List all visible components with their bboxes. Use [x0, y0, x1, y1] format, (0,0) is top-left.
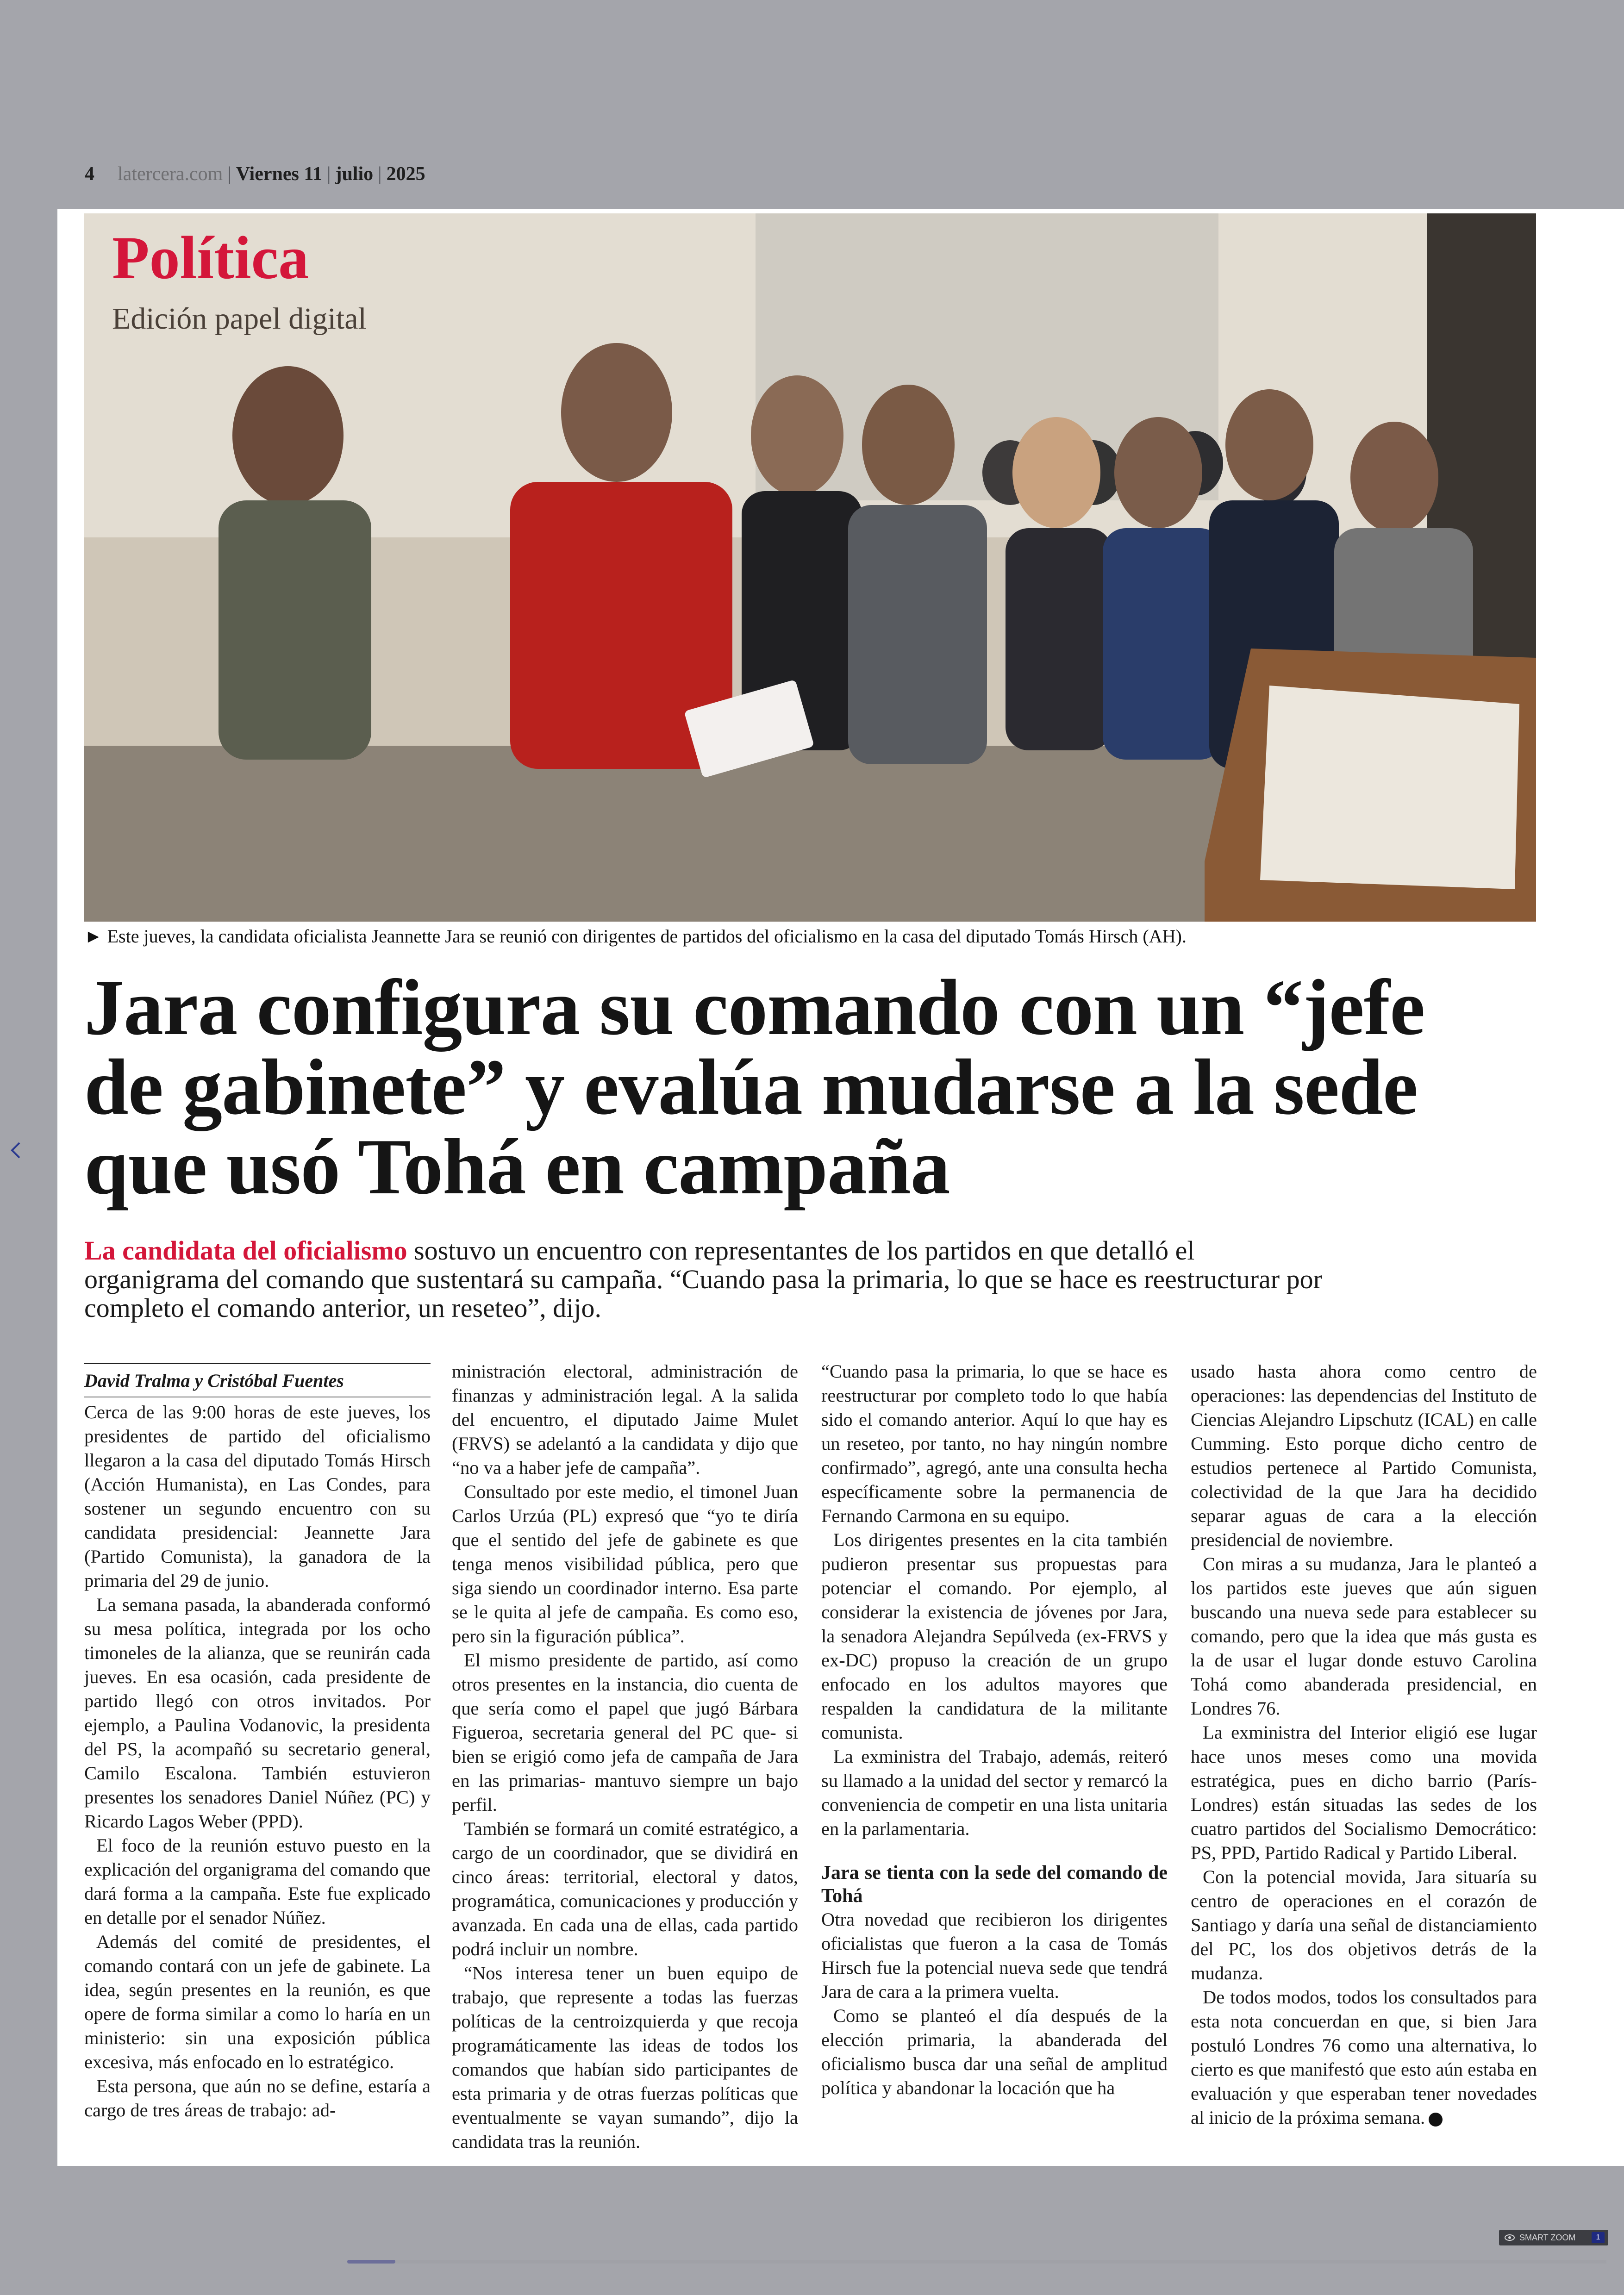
eye-icon [1505, 2234, 1515, 2241]
byline: David Tralma y Cristóbal Fuentes [84, 1363, 431, 1397]
paragraph: Esta persona, que aún no se define, estaría a cargo de tres áreas de trabajo: ad- [84, 2076, 431, 2120]
paragraph: La exministra del Trabajo, además, reiteró su llamado a la unidad del sector y remarcó la conveniencia de competir en una lista unitaria en la parlamentaria. [821, 1746, 1168, 1839]
edition-label: Edición papel digital [112, 302, 367, 336]
newspaper-page [57, 209, 1624, 2166]
site-name: latercera.com [118, 163, 223, 185]
photo-caption [84, 925, 1536, 947]
issue-day: Viernes 11 [236, 163, 323, 185]
prev-page-icon [6, 1136, 25, 1164]
smart-zoom-label: SMART ZOOM [1519, 2233, 1576, 2242]
paragraph: Consultado por este medio, el timonel Juan Carlos Urzúa (PL) expresó que “yo te diría que el sentido del jefe de gabinete es que tenga menos visibilidad pública, pero que siga siendo un coordinador interno. Esa parte se le quita al jefe de campaña. Es como eso, pero sin la figuración pública”. [452, 1481, 798, 1646]
paragraph: “Nos interesa tener un buen equipo de trabajo, que represente a todas las fuerzas políticas de la centroizquierda y que recoja programáticamente las ideas de todos los comandos que habían sido participantes de esta primaria y de otras fuerzas políticas que eventualmente se vayan sumando”, dijo la candidata tras la reunión. [452, 1963, 798, 2152]
paragraph: “Cuando pasa la primaria, lo que se hace es reestructurar por completo todo lo que había sido el comando anterior. Aquí lo que hay es un reseteo, por tanto, no hay ningún nombre confirmado”, agregó, ante una consulta hecha específicamente sobre la permanencia de Fernando Carmona en su equipo. [821, 1361, 1168, 1526]
lead-photo [84, 213, 1536, 922]
paragraph: ministración electoral, administración de finanzas y administración legal. A la salida del encuentro, el diputado Jaime Mulet (FRVS) se adelantó a la candidata y dijo que “no va a haber jefe de campaña”. [452, 1361, 798, 1478]
issue-year: 2025 [386, 163, 425, 185]
section-title: Política [112, 224, 309, 292]
article-column-4 [1191, 1360, 1537, 2130]
paragraph: Con miras a su mudanza, Jara le planteó a los partidos este jueves que aún siguen buscando una nueva sede para establecer su comando, pero que la idea que más gusta es la de usar el lugar donde estuvo Carolina Tohá como abanderada presidencial, en Londres 76. [1191, 1553, 1537, 1719]
deck [84, 1236, 1334, 1322]
paragraph-text: De todos modos, todos los consultados para esta nota concuerdan en que, si bien Jara postuló Londres 76 como una alternativa, lo cierto es que manifestó que esto aún estaba en evaluación y que esperaban tener novedades al inicio de la próxima semana. [1191, 1987, 1537, 2128]
paragraph: Los dirigentes presentes en la cita también pudieron presentar sus propuestas para potenciar el comando. Por ejemplo, al considerar la existencia de jóvenes por Jara, la senadora Alejandra Sepúlveda (ex-FRVS y ex-DC) propuso la creación de un grupo enfocado en los adultos mayores que respalden la candidatura de la militante comunista. [821, 1529, 1168, 1743]
page-indicator: 1 [1592, 2232, 1605, 2243]
subheading: Jara se tienta con la sede del comando de Tohá [821, 1862, 1168, 1907]
paragraph: También se formará un comité estratégico, a cargo de un coordinador, que se dividirá en cinco áreas: territorial, electoral y datos, programática, comunicaciones y producción y avanzada. En cada una de ellas, cada partido podrá incluir un nombre. [452, 1818, 798, 1959]
prev-page-button[interactable] [6, 1136, 25, 1164]
article-column-2 [452, 1360, 798, 2154]
article-column-3 [821, 1360, 1168, 2100]
scrollbar-thumb[interactable] [347, 2260, 395, 2264]
paragraph: Además del comité de presidentes, el comando contará con un jefe de gabinete. La idea, según presentes en la reunión, es que opere de forma similar a como lo haría en un ministerio: sin una exposición pública excesiva, más enfocado en lo estratégico. [84, 1931, 431, 2072]
smart-zoom-button[interactable] [1499, 2230, 1608, 2245]
article-column-1 [84, 1363, 431, 2122]
page-number: 4 [85, 163, 94, 185]
paragraph: El foco de la reunión estuvo puesto en la explicación del organigrama del comando que dará forma a la campaña. Este fue explicado en detalle por el senador Núñez. [84, 1835, 431, 1928]
paragraph: Otra novedad que recibieron los dirigentes oficialistas que fueron a la casa de Tomás Hirsch fue la potencial nueva sede que tendrá Jara de cara a la primera vuelta. [821, 1909, 1168, 2002]
headline: Jara configura su comando con un “jefe de gabinete” y evalúa mudarse a la sede que usó Tohá en campaña [84, 964, 1425, 1211]
end-mark-icon [1429, 2113, 1443, 2127]
paragraph: Como se planteó el día después de la elección primaria, la abanderada del oficialismo busca dar una señal de amplitud política y abandonar la locación que ha [821, 2005, 1168, 2098]
paragraph: Con la potencial movida, Jara situaría su centro de operaciones en el corazón de Santiago y daría una señal de distanciamiento del PC, los dos objetivos detrás de la mudanza. [1191, 1866, 1537, 1983]
paragraph: La exministra del Interior eligió ese lugar hace unos meses como una movida estratégica, pues en dicho barrio (París-Londres) están situadas las sedes de los cuatro partidos del Socialismo Democrático: PS, PPD, Partido Radical y Partido Liberal. [1191, 1722, 1537, 1863]
caption-marker: ► [84, 926, 103, 947]
paragraph: El mismo presidente de partido, así como otros presentes en la instancia, dio cuenta de que sería como el papel que jugó Bárbara Figueroa, secretaria general del PC que- si bien se erigió como jefa de campaña de Jara en las primarias- mantuvo siempre un bajo perfil. [452, 1650, 798, 1815]
paragraph [1191, 1985, 1537, 2130]
paragraph: Cerca de las 9:00 horas de este jueves, los presidentes de partido del oficialismo llegaron a la casa del diputado Tomás Hirsch (Acción Humanista), en Las Condes, para sostener un segundo encuentro con su candidata presidencial: Jeannette Jara (Partido Comunista), la ganadora de la primaria del 29 de junio. [84, 1402, 431, 1591]
deck-text: sostuvo un encuentro con representantes de los partidos en que detalló el organigrama del comando que sustentará su campaña. “Cuando pasa la primaria, lo que se hace es reestructurar por completo el comando anterior, un reseteo”, dijo. [84, 1235, 1322, 1323]
folio: 4 latercera.com | Viernes 11 | julio | 2025 [85, 163, 425, 185]
caption-text: Este jueves, la candidata oficialista Jeannette Jara se reunió con dirigentes de partidos del oficialismo en la casa del diputado Tomás Hirsch (AH). [107, 926, 1187, 947]
paragraph: usado hasta ahora como centro de operaciones: las dependencias del Instituto de Ciencias Alejandro Lipschutz (ICAL) en calle Cumming. Esto porque dicho centro de estudios pertenece al Partido Comunista, colectividad de la que Jara ha decidido separar aguas de cara a la elección presidencial de noviembre. [1191, 1361, 1537, 1550]
deck-lead: La candidata del oficialismo [84, 1235, 407, 1266]
page-scrollbar[interactable] [347, 2260, 1606, 2264]
issue-month: julio [335, 163, 374, 185]
paragraph: La semana pasada, la abanderada conformó su mesa política, integrada por los ocho timoneles de la alianza, que se reunirán cada jueves. En esa ocasión, cada presidente de partido llegó con otros invitados. Por ejemplo, a Paulina Vodanovic, la presidenta del PS, la acompañó su secretario general, Camilo Escalona. También estuvieron presentes los senadores Daniel Núñez (PC) y Ricardo Lagos Weber (PPD). [84, 1594, 431, 1832]
